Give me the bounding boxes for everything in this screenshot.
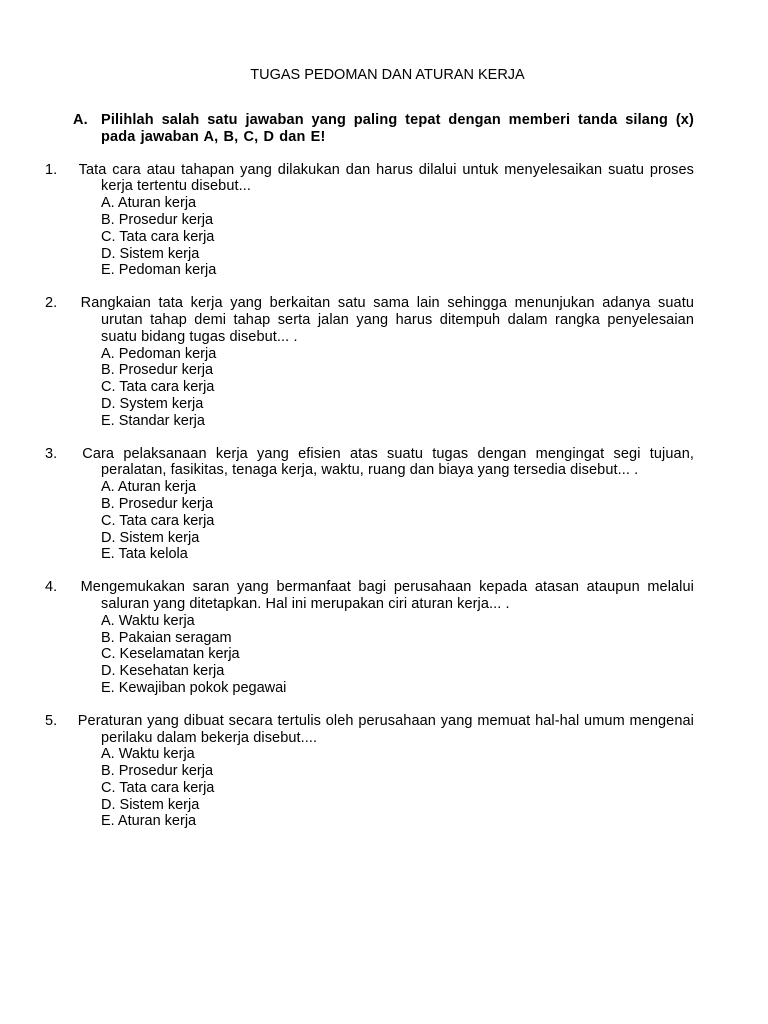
answer-option: C. Tata cara kerja: [101, 512, 215, 529]
answer-option: B. Prosedur kerja: [101, 495, 214, 512]
answer-option: D. System kerja: [101, 395, 204, 412]
question-body: Peraturan yang dibuat secara tertulis oleh perusahaan yang memuat hal-hal umum mengenai perilaku dalam bekerja disebut....: [77, 712, 694, 746]
instruction-block: [73, 112, 694, 146]
question-text: 1. Tata cara atau tahapan yang dilakukan dan harus dilalui untuk menyelesaikan suatu proses kerja tertentu disebut...: [45, 161, 694, 195]
document-title: TUGAS PEDOMAN DAN ATURAN KERJA: [250, 67, 525, 83]
answer-option: A. Pedoman kerja: [101, 345, 217, 362]
answer-option: E. Tata kelola: [101, 546, 188, 563]
question-item: [45, 445, 694, 564]
answer-option: B. Pakaian seragam: [101, 629, 232, 646]
question-item: [45, 295, 694, 429]
answer-options: [73, 346, 694, 430]
answer-option: D. Sistem kerja: [101, 529, 200, 546]
answer-option: C. Tata cara kerja: [101, 379, 215, 396]
answer-option: C. Tata cara kerja: [101, 779, 215, 796]
question-text: 3. Cara pelaksanaan kerja yang efisien atas suatu tugas dengan mengingat segi tujuan, peralatan, fasikitas, tenaga kerja, waktu, ruang dan biaya yang tersedia disebut... .: [45, 445, 694, 479]
document-page: [45, 66, 694, 830]
instruction-text: Pilihlah salah satu jawaban yang paling tepat dengan memberi tanda silang (x) pada jawaban A, B, C, D dan E!: [101, 112, 694, 145]
question-item: [45, 579, 694, 697]
answer-option: D. Kesehatan kerja: [101, 663, 225, 680]
question-list: [45, 161, 694, 831]
question-text: 5. Peraturan yang dibuat secara tertulis oleh perusahaan yang memuat hal-hal umum mengenai perilaku dalam bekerja disebut....: [45, 712, 694, 746]
answer-option: E. Pedoman kerja: [101, 262, 217, 279]
answer-option: B. Prosedur kerja: [101, 211, 214, 228]
answer-option: A. Waktu kerja: [101, 612, 195, 629]
answer-option: E. Aturan kerja: [101, 813, 197, 830]
answer-options: [73, 613, 694, 697]
answer-option: B. Prosedur kerja: [101, 763, 214, 780]
question-body: Mengemukakan saran yang bermanfaat bagi perusahaan kepada atasan ataupun melalui saluran yang ditetapkan. Hal ini merupakan ciri aturan kerja... .: [80, 579, 694, 612]
answer-option: E. Kewajiban pokok pegawai: [101, 679, 287, 696]
answer-option: C. Tata cara kerja: [101, 228, 215, 245]
answer-option: A. Waktu kerja: [101, 746, 195, 763]
instruction-letter: A.: [73, 112, 88, 128]
answer-option: A. Aturan kerja: [101, 479, 197, 496]
question-body: Tata cara atau tahapan yang dilakukan dan harus dilalui untuk menyelesaikan suatu proses kerja tertentu disebut...: [78, 161, 694, 195]
answer-option: C. Keselamatan kerja: [101, 646, 240, 663]
question-body: Cara pelaksanaan kerja yang efisien atas suatu tugas dengan mengingat segi tujuan, peralatan, fasikitas, tenaga kerja, waktu, ruang dan biaya yang tersedia disebut... .: [82, 445, 694, 479]
answer-option: D. Sistem kerja: [101, 796, 200, 813]
answer-options: [73, 746, 694, 830]
question-item: [45, 161, 694, 280]
answer-option: A. Aturan kerja: [101, 195, 197, 212]
answer-options: [73, 195, 694, 279]
question-body: Rangkaian tata kerja yang berkaitan satu sama lain sehingga menunjukan adanya suatu urutan tahap demi tahap serta jalan yang harus ditempuh dalam rangka penyelesaian suatu bidang tugas disebut... .: [80, 295, 694, 345]
answer-option: E. Standar kerja: [101, 412, 205, 429]
answer-options: [73, 479, 694, 563]
answer-option: B. Prosedur kerja: [101, 362, 214, 379]
question-text: 4. Mengemukakan saran yang bermanfaat bagi perusahaan kepada atasan ataupun melalui saluran yang ditetapkan. Hal ini merupakan ciri aturan kerja... .: [45, 579, 694, 612]
answer-option: D. Sistem kerja: [101, 245, 200, 262]
question-item: [45, 712, 694, 831]
question-text: 2. Rangkaian tata kerja yang berkaitan satu sama lain sehingga menunjukan adanya suatu urutan tahap demi tahap serta jalan yang harus ditempuh dalam rangka penyelesaian suatu bidang tugas disebut... .: [45, 295, 694, 345]
